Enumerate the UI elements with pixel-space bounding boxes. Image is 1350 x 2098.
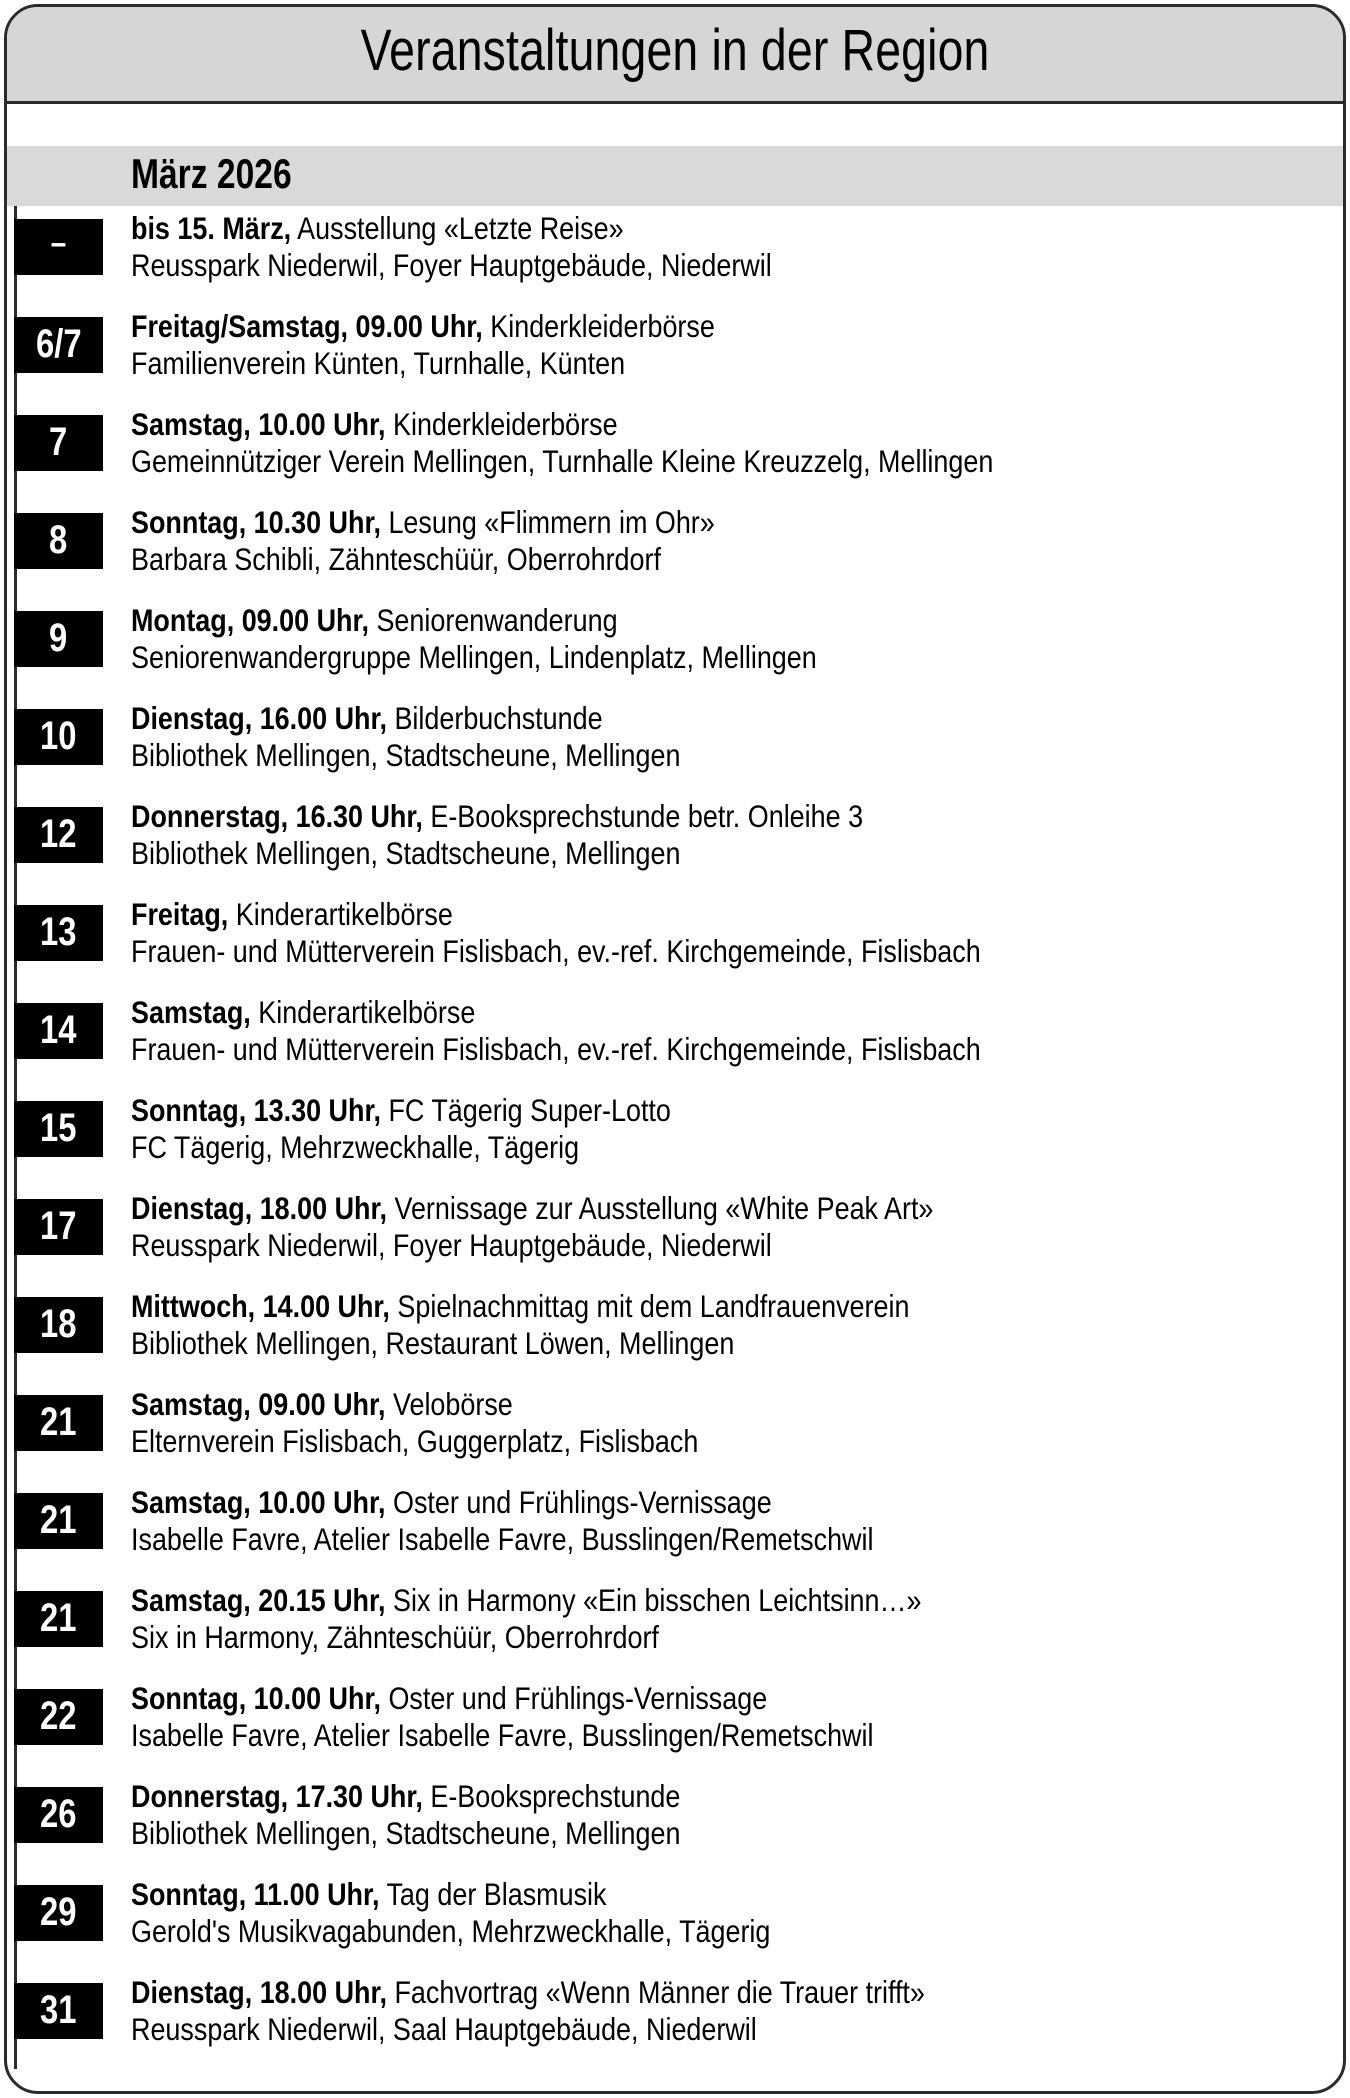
event-when: Dienstag, 18.00 Uhr, [131, 1190, 387, 1226]
event-when: Samstag, 09.00 Uhr, [131, 1386, 386, 1422]
event-headline [131, 1974, 1319, 2011]
event-venue: Barbara Schibli, Zähnteschüür, Oberrohrdorf [131, 541, 661, 577]
event-venue: Six in Harmony, Zähnteschüür, Oberrohrdorf [131, 1619, 659, 1655]
event-entry [7, 1092, 1343, 1166]
event-description: Kinderartikelbörse [258, 994, 476, 1030]
event-when: Donnerstag, 17.30 Uhr, [131, 1778, 423, 1814]
event-entry [7, 602, 1343, 676]
event-description: Six in Harmony «Ein bisschen Leichtsinn…» [392, 1582, 922, 1618]
event-when: Samstag, 20.15 Uhr, [131, 1582, 386, 1618]
event-date-label: 13 [40, 909, 77, 954]
event-date-badge [14, 1003, 103, 1059]
event-venue: Bibliothek Mellingen, Stadtscheune, Mellingen [131, 1815, 681, 1851]
event-when: Samstag, [131, 994, 251, 1030]
event-date-badge [14, 807, 103, 863]
page-title: Veranstaltungen in der Region [360, 18, 990, 83]
event-date-label: – [50, 224, 67, 262]
event-body [131, 1092, 1343, 1166]
event-entry [7, 1582, 1343, 1656]
event-when: Sonntag, 11.00 Uhr, [131, 1876, 380, 1912]
event-date-label: 21 [40, 1497, 77, 1542]
event-venue: Reusspark Niederwil, Foyer Hauptgebäude, Niederwil [131, 247, 772, 283]
event-venue: Familienverein Künten, Turnhalle, Künten [131, 345, 626, 381]
event-description: Kinderkleiderbörse [490, 308, 715, 344]
event-when: Freitag/Samstag, 09.00 Uhr, [131, 308, 483, 344]
event-venue: Reusspark Niederwil, Saal Hauptgebäude, Niederwil [131, 2011, 757, 2047]
event-date-badge [14, 1199, 103, 1255]
event-venue: Gemeinnütziger Verein Mellingen, Turnhalle Kleine Kreuzzelg, Mellingen [131, 443, 994, 479]
event-body [131, 896, 1343, 970]
event-body [131, 700, 1343, 774]
event-description: Tag der Blasmusik [386, 1876, 607, 1912]
event-entry [7, 700, 1343, 774]
event-description: Lesung «Flimmern im Ohr» [388, 504, 715, 540]
event-body [131, 1386, 1343, 1460]
event-date-label: 12 [40, 811, 77, 856]
event-date-label: 21 [40, 1399, 77, 1444]
event-headline [131, 1582, 1319, 1619]
event-date-label: 7 [49, 419, 68, 464]
event-entry [7, 1974, 1343, 2048]
event-date-badge [14, 611, 103, 667]
event-when: Dienstag, 18.00 Uhr, [131, 1974, 387, 2010]
event-date-badge [14, 1983, 103, 2039]
event-venue: Reusspark Niederwil, Foyer Hauptgebäude, Niederwil [131, 1227, 772, 1263]
event-headline [131, 896, 1319, 933]
event-date-badge [14, 1591, 103, 1647]
event-headline [131, 308, 1319, 345]
month-band [7, 146, 1343, 206]
event-description: Kinderkleiderbörse [392, 406, 618, 442]
event-entry [7, 1190, 1343, 1264]
event-entry [7, 406, 1343, 480]
event-when: Montag, 09.00 Uhr, [131, 602, 369, 638]
event-entry [7, 308, 1343, 382]
event-when: Sonntag, 10.30 Uhr, [131, 504, 381, 540]
event-entry [7, 1288, 1343, 1362]
event-headline [131, 210, 1319, 247]
event-date-badge [14, 513, 103, 569]
event-entry [7, 1876, 1343, 1950]
event-when: Mittwoch, 14.00 Uhr, [131, 1288, 390, 1324]
event-date-label: 21 [40, 1595, 77, 1640]
event-when: Samstag, 10.00 Uhr, [131, 1484, 386, 1520]
event-when: Donnerstag, 16.30 Uhr, [131, 798, 423, 834]
events-panel [4, 4, 1346, 2094]
event-date-label: 29 [40, 1889, 77, 1934]
event-when: Sonntag, 10.00 Uhr, [131, 1680, 381, 1716]
event-date-label: 15 [40, 1105, 77, 1150]
event-description: E-Booksprechstunde betr. Onleihe 3 [430, 798, 864, 834]
event-headline [131, 504, 1319, 541]
event-headline [131, 1386, 1319, 1423]
event-venue: Elternverein Fislisbach, Guggerplatz, Fislisbach [131, 1423, 699, 1459]
event-date-label: 9 [49, 615, 68, 660]
event-body [131, 994, 1343, 1068]
event-headline [131, 798, 1319, 835]
event-date-badge [14, 415, 103, 471]
event-entry [7, 504, 1343, 578]
event-description: Ausstellung «Letzte Reise» [297, 210, 624, 246]
event-description: Oster und Frühlings-Vernissage [392, 1484, 772, 1520]
event-headline [131, 1190, 1319, 1227]
event-date-badge [14, 1885, 103, 1941]
event-when: Dienstag, 16.00 Uhr, [131, 700, 387, 736]
event-description: Oster und Frühlings-Vernissage [388, 1680, 768, 1716]
event-list [7, 206, 1343, 2065]
event-headline [131, 1876, 1319, 1913]
event-headline [131, 602, 1319, 639]
event-headline [131, 1778, 1319, 1815]
event-venue: Bibliothek Mellingen, Stadtscheune, Mellingen [131, 737, 681, 773]
event-entry [7, 896, 1343, 970]
event-headline [131, 1288, 1319, 1325]
event-body [131, 1288, 1343, 1362]
event-date-badge [14, 709, 103, 765]
event-body [131, 798, 1343, 872]
event-date-label: 17 [40, 1203, 77, 1248]
event-entry [7, 1778, 1343, 1852]
event-venue: FC Tägerig, Mehrzweckhalle, Tägerig [131, 1129, 580, 1165]
event-description: Kinderartikelbörse [235, 896, 453, 932]
event-date-label: 22 [40, 1693, 77, 1738]
event-venue: Bibliothek Mellingen, Restaurant Löwen, Mellingen [131, 1325, 735, 1361]
event-body [131, 602, 1343, 676]
event-venue: Gerold's Musikvagabunden, Mehrzweckhalle, Tägerig [131, 1913, 771, 1949]
page-title-bar [7, 7, 1343, 104]
event-body [131, 1582, 1343, 1656]
event-body [131, 1484, 1343, 1558]
event-date-label: 18 [40, 1301, 77, 1346]
event-entry [7, 1484, 1343, 1558]
event-entry [7, 798, 1343, 872]
event-date-label: 31 [40, 1987, 77, 2032]
event-headline [131, 994, 1319, 1031]
event-body [131, 406, 1343, 480]
event-headline [131, 1484, 1319, 1521]
event-headline [131, 1092, 1319, 1129]
event-entry [7, 994, 1343, 1068]
event-date-label: 14 [40, 1007, 77, 1052]
event-venue: Frauen- und Mütterverein Fislisbach, ev.-ref. Kirchgemeinde, Fislisbach [131, 1031, 981, 1067]
event-date-badge [14, 1395, 103, 1451]
event-entry [7, 1680, 1343, 1754]
event-body [131, 1190, 1343, 1264]
event-when: Samstag, 10.00 Uhr, [131, 406, 386, 442]
event-when: Freitag, [131, 896, 229, 932]
event-venue: Seniorenwandergruppe Mellingen, Lindenplatz, Mellingen [131, 639, 817, 675]
event-venue: Isabelle Favre, Atelier Isabelle Favre, Busslingen/Remetschwil [131, 1717, 874, 1753]
event-date-badge [14, 1297, 103, 1353]
event-date-label: 6/7 [35, 321, 82, 366]
month-label: März 2026 [131, 150, 292, 197]
event-headline [131, 700, 1319, 737]
event-description: Velobörse [392, 1386, 513, 1422]
event-date-badge [14, 1787, 103, 1843]
event-body [131, 308, 1343, 382]
event-description: Bilderbuchstunde [394, 700, 603, 736]
event-description: Fachvortrag «Wenn Männer die Trauer trifft» [394, 1974, 925, 2010]
event-description: Vernissage zur Ausstellung «White Peak Art» [394, 1190, 934, 1226]
event-headline [131, 406, 1319, 443]
event-date-label: 10 [40, 713, 77, 758]
event-venue: Bibliothek Mellingen, Stadtscheune, Mellingen [131, 835, 681, 871]
event-venue: Frauen- und Mütterverein Fislisbach, ev.-ref. Kirchgemeinde, Fislisbach [131, 933, 981, 969]
event-entry [7, 1386, 1343, 1460]
event-when: Sonntag, 13.30 Uhr, [131, 1092, 381, 1128]
event-date-badge [14, 1101, 103, 1157]
event-date-label: 8 [49, 517, 68, 562]
event-description: E-Booksprechstunde [430, 1778, 681, 1814]
event-when: bis 15. März, [131, 210, 292, 246]
event-body [131, 1876, 1343, 1950]
event-description: Spielnachmittag mit dem Landfrauenverein [397, 1288, 910, 1324]
event-headline [131, 1680, 1319, 1717]
event-date-label: 26 [40, 1791, 77, 1836]
event-date-badge [14, 317, 103, 373]
event-description: FC Tägerig Super-Lotto [388, 1092, 671, 1128]
event-date-badge [14, 905, 103, 961]
event-venue: Isabelle Favre, Atelier Isabelle Favre, Busslingen/Remetschwil [131, 1521, 874, 1557]
event-body [131, 210, 1343, 284]
event-date-badge [14, 1493, 103, 1549]
event-body [131, 1680, 1343, 1754]
event-body [131, 1974, 1343, 2048]
event-description: Seniorenwanderung [376, 602, 618, 638]
event-body [131, 1778, 1343, 1852]
event-date-badge [14, 1689, 103, 1745]
event-date-badge [14, 219, 103, 275]
event-body [131, 504, 1343, 578]
event-entry [7, 210, 1343, 284]
